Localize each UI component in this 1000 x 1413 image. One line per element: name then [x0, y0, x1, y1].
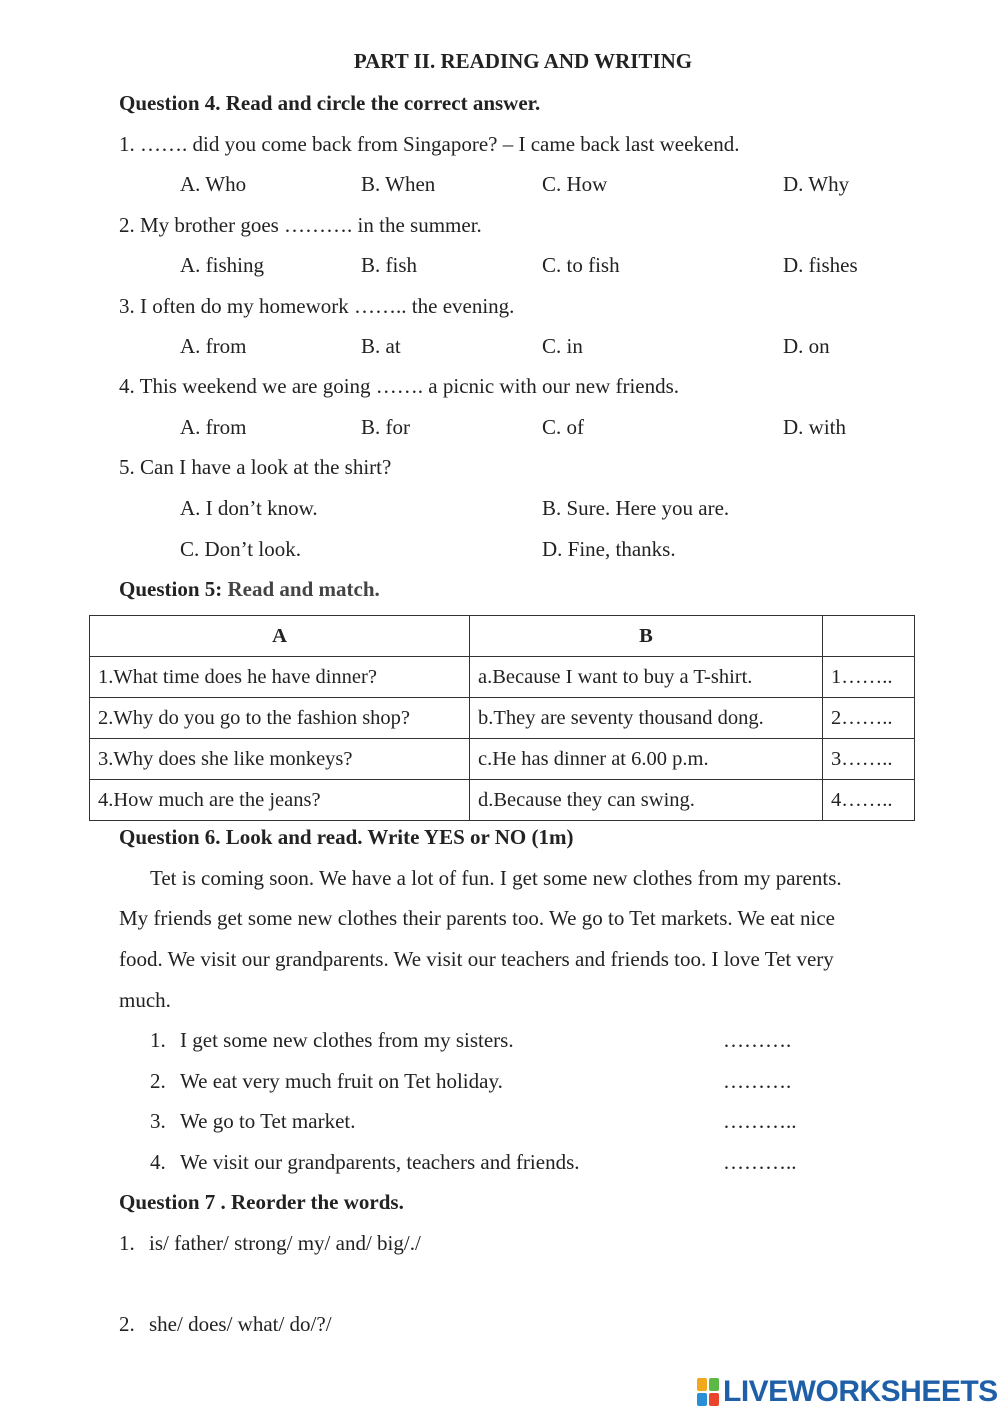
q4-item-4-option-d[interactable]: D. with [783, 415, 846, 439]
q4-item-5-stem: 5. Can I have a look at the shirt? [119, 455, 392, 479]
match-answer-option: d.Because they can swing. [470, 780, 823, 821]
q5-title [119, 576, 380, 602]
q4-title: Question 4. Read and circle the correct answer. [119, 91, 541, 115]
match-question: 1.What time does he have dinner? [90, 657, 470, 698]
q4-item-1-option-a[interactable]: A. Who [180, 172, 247, 196]
match-question: 2.Why do you go to the fashion shop? [90, 698, 470, 739]
q4-item-4-option-b[interactable]: B. for [361, 415, 410, 439]
liveworksheets-logo-text: LIVEWORKSHEETS [723, 1375, 998, 1408]
match-table-header [90, 616, 915, 657]
match-header-b: B [470, 616, 823, 657]
q6-item-text: I get some new clothes from my sisters. [180, 1028, 514, 1052]
q6-passage-line: My friends get some new clothes their parents too. We go to Tet markets. We eat nice [119, 906, 835, 930]
logo-mark-tiles [697, 1378, 719, 1406]
q4-item-2-option-c[interactable]: C. to fish [542, 253, 620, 277]
match-header-a: A [90, 616, 470, 657]
q6-item-number: 3. [150, 1109, 166, 1133]
q6-item-text: We visit our grandparents, teachers and friends. [180, 1150, 580, 1174]
q7-title: Question 7 . Reorder the words. [119, 1190, 404, 1214]
match-answer-blank[interactable]: 1…….. [823, 657, 915, 698]
table-row [90, 739, 915, 780]
q4-item-3-option-c[interactable]: C. in [542, 334, 583, 358]
q4-item-3-option-d[interactable]: D. on [783, 334, 830, 358]
q6-item-text: We eat very much fruit on Tet holiday. [180, 1069, 503, 1093]
q7-item-number: 1. [119, 1231, 135, 1255]
q4-item-2-stem: 2. My brother goes ………. in the summer. [119, 213, 482, 237]
q4-item-1-option-c[interactable]: C. How [542, 172, 608, 196]
q4-item-5-option-d[interactable]: D. Fine, thanks. [542, 537, 676, 561]
q5-title-label: Question 5: [119, 577, 223, 601]
q4-item-1-stem: 1. ……. did you come back from Singapore? – I came back last weekend. [119, 132, 740, 156]
q6-answer-blank[interactable]: ……….. [723, 1109, 797, 1133]
match-question: 4.How much are the jeans? [90, 780, 470, 821]
match-header-answer [823, 616, 915, 657]
q6-item-number: 4. [150, 1150, 166, 1174]
match-answer-option: c.He has dinner at 6.00 p.m. [470, 739, 823, 780]
q6-answer-blank[interactable]: ……….. [723, 1150, 797, 1174]
match-question: 3.Why does she like monkeys? [90, 739, 470, 780]
table-row [90, 698, 915, 739]
match-answer-blank[interactable]: 4…….. [823, 780, 915, 821]
match-answer-option: b.They are seventy thousand dong. [470, 698, 823, 739]
q4-item-3-option-a[interactable]: A. from [180, 334, 247, 358]
q4-item-4-option-c[interactable]: C. of [542, 415, 584, 439]
q4-item-2-option-a[interactable]: A. fishing [180, 253, 264, 277]
q4-item-5-option-a[interactable]: A. I don’t know. [180, 496, 318, 520]
q6-passage-line: Tet is coming soon. We have a lot of fun. I get some new clothes from my parents. [150, 866, 842, 890]
q6-item-number: 1. [150, 1028, 166, 1052]
q4-item-4-stem: 4. This weekend we are going ……. a picnic with our new friends. [119, 374, 680, 398]
q4-item-3-option-b[interactable]: B. at [361, 334, 401, 358]
q6-answer-blank[interactable]: ………. [723, 1028, 792, 1052]
table-row [90, 657, 915, 698]
q7-item-number: 2. [119, 1312, 135, 1336]
q4-item-2-option-d[interactable]: D. fishes [783, 253, 858, 277]
match-answer-option: a.Because I want to buy a T-shirt. [470, 657, 823, 698]
liveworksheets-logo[interactable] [697, 1376, 998, 1408]
q7-item-words: is/ father/ strong/ my/ and/ big/./ [149, 1231, 421, 1255]
q7-item-words: she/ does/ what/ do/?/ [149, 1312, 332, 1336]
match-answer-blank[interactable]: 2…….. [823, 698, 915, 739]
q6-title: Question 6. Look and read. Write YES or NO (1m) [119, 825, 574, 849]
q4-item-5-option-c[interactable]: C. Don’t look. [180, 537, 301, 561]
q4-item-4-option-a[interactable]: A. from [180, 415, 247, 439]
q6-item-text: We go to Tet market. [180, 1109, 356, 1133]
q6-passage-line: much. [119, 988, 171, 1012]
q4-item-3-stem: 3. I often do my homework …….. the evening. [119, 294, 515, 318]
match-answer-blank[interactable]: 3…….. [823, 739, 915, 780]
match-table [89, 615, 915, 821]
q4-item-2-option-b[interactable]: B. fish [361, 253, 418, 277]
q6-passage-line: food. We visit our grandparents. We visit our teachers and friends too. I love Tet very [119, 947, 834, 971]
q4-item-1-option-b[interactable]: B. When [361, 172, 436, 196]
table-row [90, 780, 915, 821]
q4-item-1-option-d[interactable]: D. Why [783, 172, 850, 196]
q4-item-5-option-b[interactable]: B. Sure. Here you are. [542, 496, 730, 520]
page-title: PART II. READING AND WRITING [353, 49, 693, 73]
q5-title-instruction: Read and match. [222, 577, 380, 601]
q6-answer-blank[interactable]: ………. [723, 1069, 792, 1093]
q6-item-number: 2. [150, 1069, 166, 1093]
